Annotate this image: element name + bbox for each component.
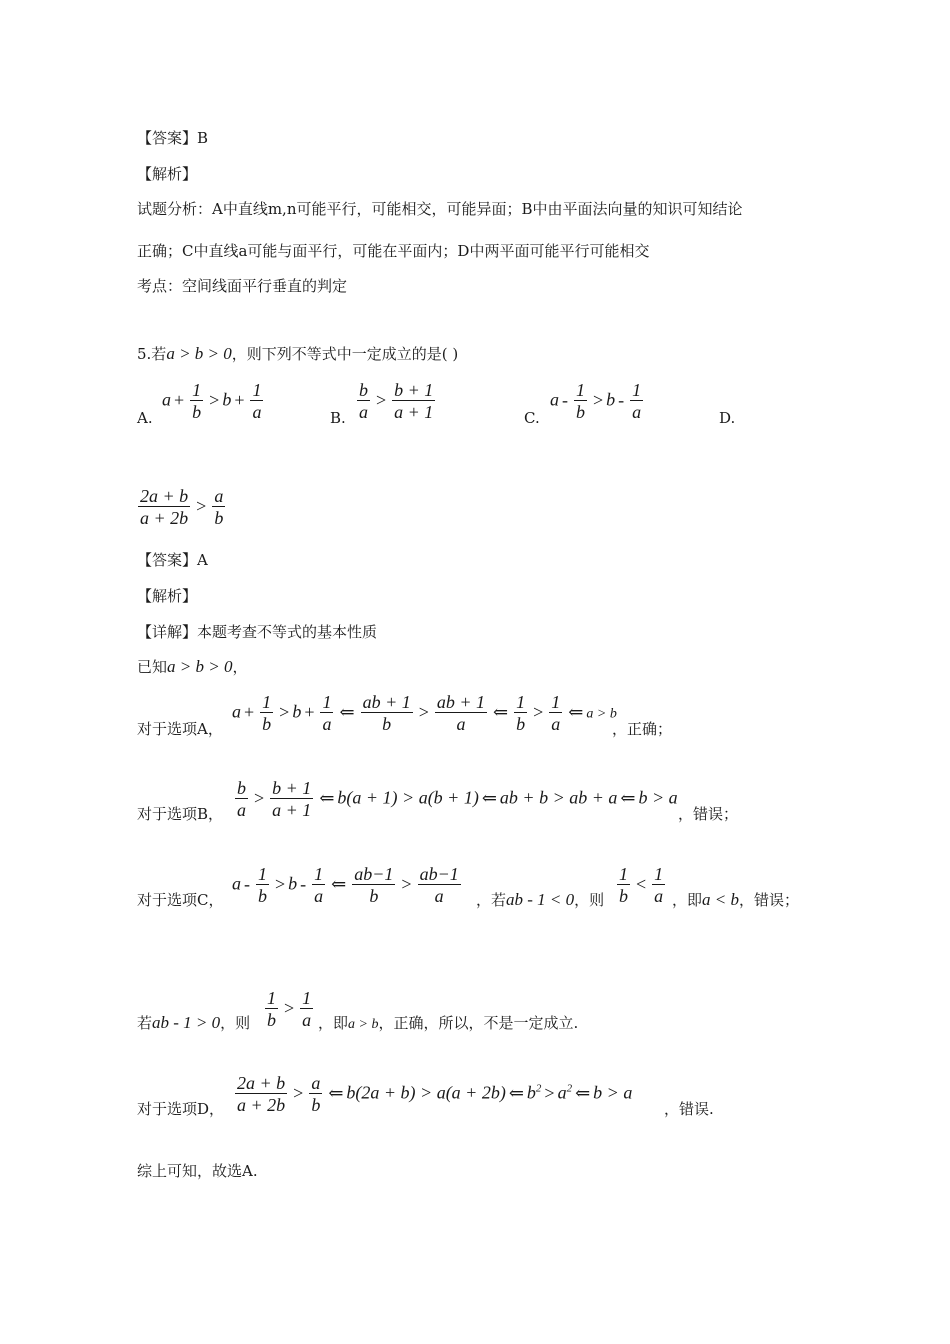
known-suffix: ， [232,658,248,676]
q4-analysis-line2: 正确；C中直线a可能与面平行，可能在平面内；D中两平面可能平行可能相交 [137,242,650,260]
for-c-mid3: ，即 [672,891,703,909]
if-tail [318,1013,578,1035]
known-prefix: 已知 [137,658,168,676]
if-end: ，正确，所以，不是一定成立. [378,1014,579,1032]
q5-stem [137,344,458,364]
if-line [137,1013,250,1033]
q5-stem-prefix: 5.若 [137,345,167,363]
option-a-label: A. [137,409,153,427]
q5-known [137,657,247,677]
q4-analysis-heading: 【解析】 [137,165,198,183]
q5-answer: 【答案】A [137,551,208,569]
for-c-mid2: ，则 [574,891,605,909]
for-c-derivation: a - $\frac{1}{b}$ > b - $\frac{1}{a}$ ⇐ $\frac{ab-1}{b}$ > $\frac{ab-1}{a}$ [232,864,459,906]
for-c-cond-line [476,890,604,910]
option-b-formula: $\frac{b}{a}$ > $\frac{b + 1}{a + 1}$ [359,380,434,422]
option-d-formula: $\frac{2a + b}{a + 2b}$ > $\frac{a}{b}$ [140,486,224,528]
for-d-derivation: $\frac{2a + b}{a + 2b}$ > $\frac{a}{b}$ ⇐ b(2a + b) > a(a + 2b) ⇐ $b^2 > a^2$ ⇐ b > a [237,1073,633,1115]
q4-analysis-line1: 试题分析：A中直线m,n可能平行，可能相交，可能异面；B中由平面法向量的知识可知结论 [137,200,743,218]
for-c-cond2: a < b [702,890,739,909]
for-a-derivation: a + $\frac{1}{b}$ > b + $\frac{1}{a}$ ⇐ $\frac{ab + 1}{b}$ > $\frac{ab + 1}{a}$ ⇐ $\frac{1}{b}$ > $\frac{1}{a}$ ⇐ a > b [232,692,617,734]
option-c-label: C. [524,409,540,427]
q5-stem-condition: a > b > 0 [166,344,232,363]
for-c-label: 对于选项C， [137,891,224,909]
for-b-derivation: $\frac{b}{a}$ > $\frac{b + 1}{a + 1}$ ⇐ b(a + 1) > a(b + 1) ⇐ ab + b > ab + a ⇐ b > a [237,778,678,820]
q4-answer: 【答案】B [137,129,209,147]
for-d-end: ，错误. [664,1100,714,1118]
if-cond2: a > b [348,1017,379,1032]
option-b-label: B. [330,409,346,427]
q4-kaodian: 考点：空间线面平行垂直的判定 [137,277,348,295]
known-condition: a > b > 0 [167,657,233,676]
if-prefix: 若 [137,1014,153,1032]
if-ineq: $\frac{1}{b}$ > $\frac{1}{a}$ [267,988,312,1030]
conclusion: 综上可知，故选A. [137,1162,258,1180]
if-mid: ，即 [318,1014,349,1032]
if-cond: ab - 1 > 0 [152,1013,221,1032]
q5-stem-suffix: ，则下列不等式中一定成立的是( ) [231,345,459,363]
option-a-formula: a + $\frac{1}{b}$ > b + $\frac{1}{a}$ [162,380,262,422]
for-c-ineq: $\frac{1}{b}$ < $\frac{1}{a}$ [619,864,664,906]
for-a-label: 对于选项A， [137,720,223,738]
for-b-label: 对于选项B， [137,805,224,823]
for-d-label: 对于选项D， [137,1100,225,1118]
q5-analysis-heading: 【解析】 [137,587,198,605]
for-c-mid1: ，若 [476,891,507,909]
option-c-formula: a - $\frac{1}{b}$ > b - $\frac{1}{a}$ [550,380,642,422]
if-then: ，则 [220,1014,251,1032]
for-a-end: ，正确； [612,720,673,738]
for-c-end: ，错误； [739,891,800,909]
for-c-cond1: ab - 1 < 0 [506,890,575,909]
for-c-tail [672,890,799,910]
for-b-end: ，错误； [678,805,739,823]
q5-detail: 【详解】本题考查不等式的基本性质 [137,623,378,641]
option-d-label: D. [719,409,736,427]
